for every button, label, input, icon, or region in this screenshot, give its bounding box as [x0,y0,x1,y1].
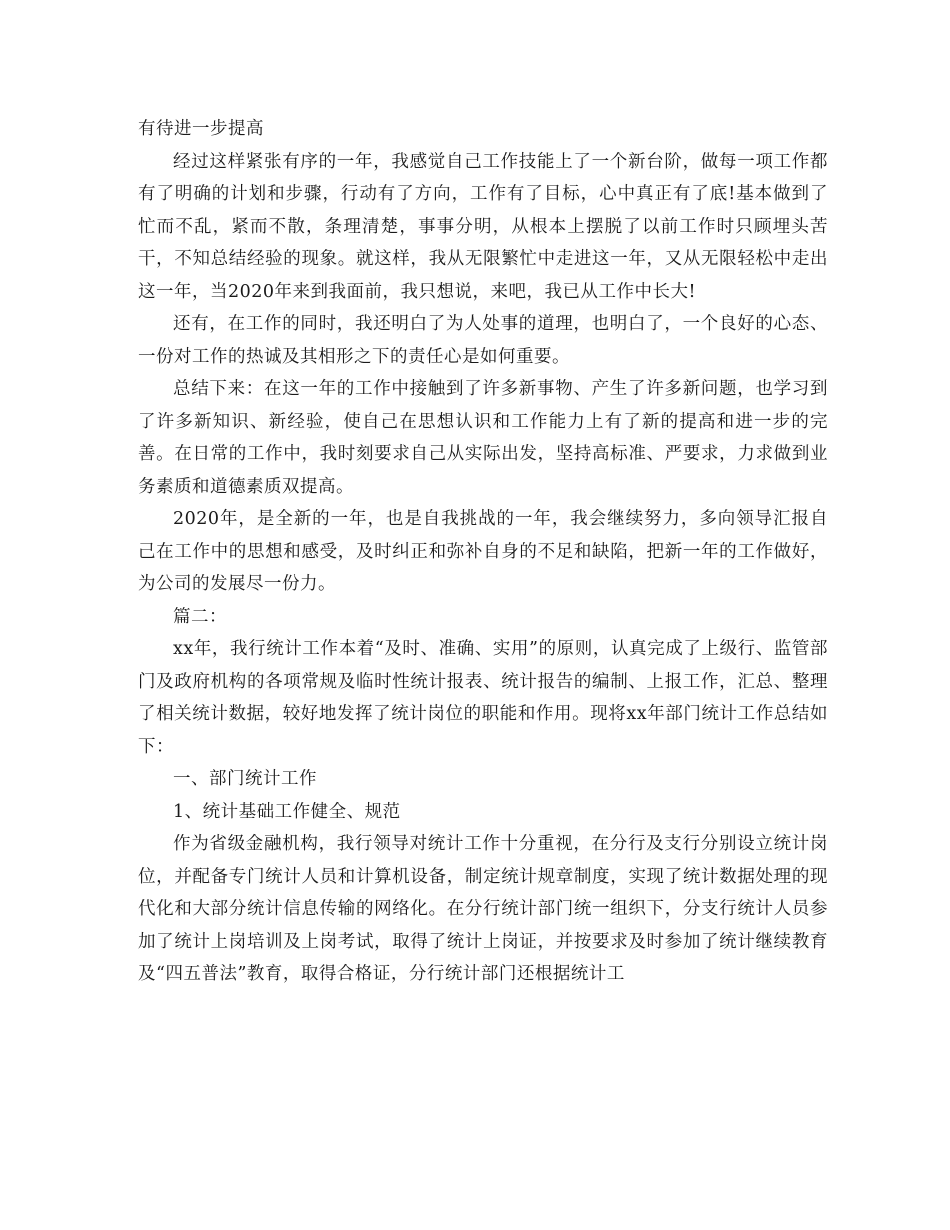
paragraph-summary: 总结下来：在这一年的工作中接触到了许多新事物、产生了许多新问题，也学习到了许多新知识、新经验，使自己在思想认识和工作能力上有了新的提高和进一步的完善。在日常的工作中，我时刻要求自己从实际出发，坚持高标准、严要求，力求做到业务素质和道德素质双提高。 [138,379,828,497]
paragraph-statistics-intro: xx年，我行统计工作本着“及时、准确、实用”的原则，认真完成了上级行、监管部门及政府机构的各项常规及临时性统计报表、统计报告的编制、上报工作，汇总、整理了相关统计数据，较好地发挥了统计岗位的职能和作用。现将xx年部门统计工作总结如下： [138,639,828,757]
document-body [138,113,828,991]
subheading-statistics-foundation: 1、统计基础工作健全、规范 [173,801,401,822]
heading-department-statistics: 一、部门统计工作 [173,769,317,789]
section-heading-part-two: 篇二： [173,606,227,627]
paragraph-continuation: 有待进一步提高 [138,119,264,139]
paragraph-new-year: 2020年，是全新的一年，也是自我挑战的一年，我会继续努力，多向领导汇报自己在工作中的思想和感受，及时纠正和弥补自身的不足和缺陷，把新一年的工作做好，为公司的发展尽一份力。 [138,509,828,594]
paragraph-work-skills: 经过这样紧张有序的一年，我感觉自己工作技能上了一个新台阶，做每一项工作都有了明确的计划和步骤，行动有了方向，工作有了目标，心中真正有了底!基本做到了忙而不乱，紧而不散，条理清楚，事事分明，从根本上摆脱了以前工作时只顾埋头苦干，不知总结经验的现象。就这样，我从无限繁忙中走进这一年，又从无限轻松中走出这一年，当2020年来到我面前，我只想说，来吧，我已从工作中长大! [138,151,828,302]
paragraph-provincial-institution: 作为省级金融机构，我行领导对统计工作十分重视，在分行及支行分别设立统计岗位，并配备专门统计人员和计算机设备，制定统计规章制度，实现了统计数据处理的现代化和大部分统计信息传输的网络化。在分行统计部门统一组织下，分支行统计人员参加了统计上岗培训及上岗考试，取得了统计上岗证，并按要求及时参加了统计继续教育及“四五普法”教育，取得合格证，分行统计部门还根据统计工 [138,834,828,984]
paragraph-attitude: 还有，在工作的同时，我还明白了为人处事的道理，也明白了，一个良好的心态、一份对工作的热诚及其相形之下的责任心是如何重要。 [138,314,828,367]
